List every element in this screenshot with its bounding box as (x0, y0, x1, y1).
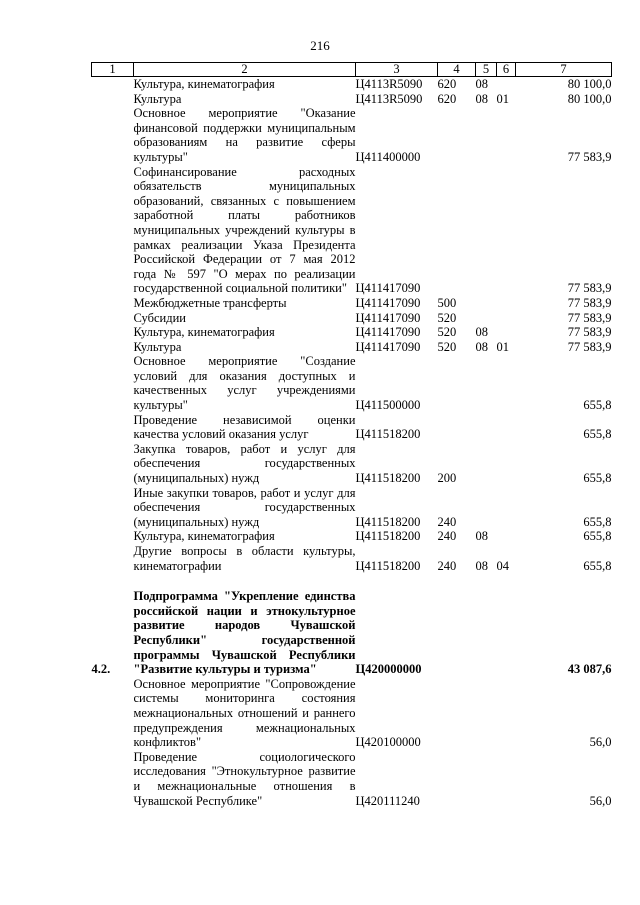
amount-cell: 77 583,9 (567, 295, 612, 310)
spacer-cell (356, 573, 438, 589)
expense-type-cell: 520 (437, 339, 457, 354)
spacer-cell (438, 573, 476, 589)
table-row (92, 529, 612, 544)
row-number-cell (92, 677, 134, 750)
subsection-cell (497, 589, 516, 677)
table-row (92, 354, 612, 412)
subsection-cell (497, 529, 516, 544)
expense-type-cell (438, 589, 476, 677)
row-name-cell: Проведение независимой оценки качества условий оказания услуг (133, 412, 356, 442)
expense-type-cell: 520 (437, 325, 457, 340)
table-row (92, 77, 612, 92)
section-cell (476, 589, 497, 677)
table-row (92, 311, 612, 326)
row-number-cell (92, 106, 134, 164)
amount-cell: 77 583,9 (567, 339, 612, 354)
subsection-cell (497, 106, 516, 164)
expense-type-cell: 200 (437, 471, 457, 486)
expense-type-cell: 240 (437, 529, 457, 544)
amount-cell: 56,0 (589, 735, 612, 750)
table-row (92, 106, 612, 164)
target-article-code-cell: Ц4113R5090 (355, 77, 423, 91)
subsection-cell: 01 (496, 339, 509, 354)
subsection-cell (497, 677, 516, 750)
amount-cell: 80 100,0 (567, 77, 612, 91)
section-cell (476, 296, 497, 311)
table-row (92, 340, 612, 355)
row-number-cell (92, 486, 134, 530)
budget-table (91, 62, 612, 808)
spacer-cell (497, 573, 516, 589)
table-row (92, 296, 612, 311)
section-cell (476, 106, 497, 164)
amount-cell: 80 100,0 (567, 91, 612, 106)
table-row (92, 677, 612, 750)
subsection-cell (497, 296, 516, 311)
row-number-cell (92, 340, 134, 355)
row-number-cell (92, 413, 134, 442)
row-name-cell: Основное мероприятие "Сопровождение системы мониторинга состояния межнациональных отношений и раннего предупреждения межнациональных конфликтов" (133, 676, 356, 750)
target-article-code-cell: Ц411518200 (355, 529, 421, 544)
expense-type-cell: 620 (437, 91, 457, 106)
table-row (92, 544, 612, 573)
section-cell (476, 165, 497, 296)
row-name-cell: Основное мероприятие "Оказание финансовой поддержки муниципальным образованиям на развитие сферы культуры" (133, 106, 356, 164)
amount-cell: 655,8 (583, 558, 612, 573)
row-number-cell (92, 442, 134, 486)
section-cell (476, 442, 497, 486)
expense-type-cell: 240 (437, 514, 457, 529)
amount-cell: 77 583,9 (567, 149, 612, 164)
section-cell: 08 (475, 529, 488, 544)
table-row (92, 442, 612, 486)
subsection-cell (497, 486, 516, 530)
section-cell (476, 413, 497, 442)
section-cell (476, 677, 497, 750)
subsection-cell (497, 750, 516, 808)
amount-cell: 43 087,6 (567, 662, 612, 677)
column-header-4: 4 (438, 63, 476, 77)
amount-cell: 655,8 (583, 471, 612, 486)
expense-type-cell: 500 (437, 295, 457, 310)
row-name-cell: Культура, кинематография (133, 325, 275, 340)
target-article-code-cell: Ц411500000 (355, 398, 421, 413)
row-number-cell (92, 77, 134, 92)
section-cell: 08 (475, 325, 488, 340)
amount-cell: 56,0 (589, 793, 612, 808)
section-cell: 08 (475, 558, 488, 573)
row-number-cell (92, 311, 134, 326)
target-article-code-cell: Ц420000000 (355, 662, 422, 677)
spacer-cell (516, 573, 612, 589)
section-cell (476, 486, 497, 530)
row-name-cell: Культура, кинематография (133, 77, 275, 91)
column-number-header (92, 63, 612, 77)
column-header-7: 7 (516, 63, 612, 77)
expense-type-cell: 620 (437, 77, 457, 91)
table-row (92, 413, 612, 442)
target-article-code-cell: Ц411417090 (355, 310, 421, 325)
target-article-code-cell: Ц411518200 (355, 514, 421, 529)
table-body (92, 77, 612, 809)
target-article-code-cell: Ц420100000 (355, 735, 421, 750)
subsection-cell (497, 325, 516, 340)
row-number-cell (92, 165, 134, 296)
expense-type-cell: 240 (437, 558, 457, 573)
row-number-cell (92, 544, 134, 573)
row-number-cell: 4.2. (91, 662, 111, 677)
subsection-cell (497, 354, 516, 412)
spacer-cell (134, 573, 356, 589)
row-name-cell: Подпрограмма "Укрепление единства российской нации и этнокультурное развитие народов Чувашской Республики" государственной программы Чувашской Республики "Развитие культуры и туризма" (133, 589, 356, 677)
expense-type-cell (438, 106, 476, 164)
section-cell (476, 354, 497, 412)
target-article-code-cell: Ц4113R5090 (355, 91, 423, 106)
target-article-code-cell: Ц411518200 (355, 471, 421, 486)
expense-type-cell: 520 (437, 310, 457, 325)
amount-cell: 77 583,9 (567, 281, 612, 296)
row-name-cell: Культура, кинематография (133, 529, 275, 544)
table-row (92, 165, 612, 296)
section-cell (476, 311, 497, 326)
section-cell: 08 (475, 77, 488, 91)
row-name-cell: Межбюджетные трансферты (133, 295, 287, 310)
expense-type-cell (438, 677, 476, 750)
amount-cell: 655,8 (583, 427, 612, 442)
row-name-cell: Основное мероприятие "Создание условий для оказания доступных и качественных услуг учреждениями культуры" (133, 354, 356, 413)
subsection-cell (497, 311, 516, 326)
subsection-cell (497, 77, 516, 92)
target-article-code-cell: Ц420111240 (355, 793, 420, 808)
target-article-code-cell: Ц411417090 (355, 339, 421, 354)
section-cell (476, 750, 497, 808)
column-header-2: 2 (134, 63, 356, 77)
row-name-cell: Другие вопросы в области культуры, кинематографии (133, 544, 356, 573)
row-name-cell: Культура (133, 91, 182, 106)
table-row (92, 486, 612, 530)
row-name-cell: Культура (133, 339, 182, 354)
amount-cell: 77 583,9 (567, 325, 612, 340)
table-row (92, 92, 612, 107)
amount-cell: 655,8 (583, 514, 612, 529)
expense-type-cell (438, 165, 476, 296)
row-name-cell: Закупка товаров, работ и услуг для обеспечения государственных (муниципальных) нужд (133, 441, 356, 486)
amount-cell: 655,8 (583, 529, 612, 544)
row-name-cell: Иные закупки товаров, работ и услуг для обеспечения государственных (муниципальных) нужд (133, 485, 356, 529)
row-number-cell (92, 325, 134, 340)
spacer-cell (476, 573, 497, 589)
expense-type-cell (438, 413, 476, 442)
target-article-code-cell: Ц411400000 (355, 149, 421, 164)
table-row (92, 750, 612, 808)
target-article-code-cell: Ц411417090 (355, 281, 421, 296)
row-name-cell: Софинансирование расходных обязательств муниципальных образований, связанных с повышением заработной платы работников муниципальных учреждений культуры в рамках реализации Указа Президента Российской Федерации от 7 мая 2012 года № 597 "О мерах по реализации государственной социальной политики" (133, 164, 356, 296)
row-number-cell (92, 92, 134, 107)
row-name-cell: Проведение социологического исследования "Этнокультурное развитие и межнациональные отношения в Чувашской Республике" (133, 749, 356, 808)
column-header-6: 6 (497, 63, 516, 77)
spacer-row (92, 573, 612, 589)
target-article-code-cell: Ц411518200 (355, 558, 421, 573)
column-header-3: 3 (356, 63, 438, 77)
subsection-cell (497, 442, 516, 486)
row-name-cell: Субсидии (133, 310, 186, 325)
row-number-cell (92, 296, 134, 311)
section-cell: 08 (475, 339, 488, 354)
target-article-code-cell: Ц411417090 (355, 295, 421, 310)
section-cell: 08 (475, 91, 488, 106)
table-row (92, 325, 612, 340)
subsection-cell (497, 413, 516, 442)
subsection-cell: 01 (496, 91, 509, 106)
row-number-cell (92, 354, 134, 412)
page-number: 216 (310, 38, 330, 53)
subsection-cell (497, 165, 516, 296)
row-number-cell (92, 529, 134, 544)
column-header-5: 5 (476, 63, 497, 77)
target-article-code-cell: Ц411417090 (355, 325, 421, 340)
column-header-1: 1 (92, 63, 134, 77)
spacer-cell (92, 573, 134, 589)
table-row (92, 589, 612, 677)
amount-cell: 655,8 (583, 398, 612, 413)
expense-type-cell (438, 750, 476, 808)
target-article-code-cell: Ц411518200 (355, 427, 421, 442)
row-number-cell (92, 750, 134, 808)
expense-type-cell (438, 354, 476, 412)
subsection-cell: 04 (496, 558, 509, 573)
amount-cell: 77 583,9 (567, 310, 612, 325)
